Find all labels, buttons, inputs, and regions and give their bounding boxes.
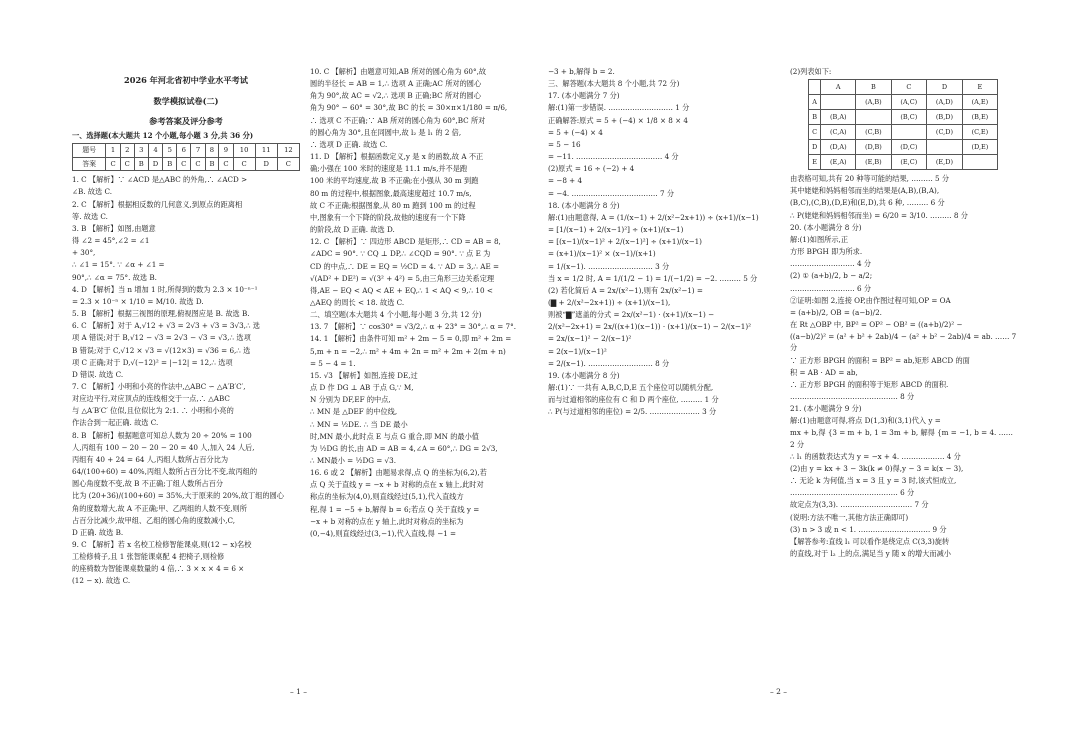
text-line: 积 = AB · AD = ab, — [790, 367, 858, 377]
text-line: ∴ MN 是 △DEF 的中位线, — [310, 407, 398, 417]
text-line: 解:(1)由题意可得,将点 D(1,3)和(3,1)代入 y = — [790, 416, 941, 426]
text-line: ∴ 选项 D 正确. 故选 C. — [310, 139, 388, 149]
table-row — [809, 110, 998, 125]
text-line: 角为 90°,故 AC = √2,∴ 选项 B 正确;BC 所对的圆心 — [310, 91, 481, 101]
answer-cell: 7 — [191, 144, 205, 158]
answer-cell: 8 — [205, 144, 219, 158]
answer-cell: B — [163, 157, 177, 171]
column-4 — [790, 66, 1018, 560]
table-cell: A — [809, 95, 821, 110]
text-line: 12. C 【解析】∵ 四边形 ABCD 是矩形,∴ CD = AB = 8, — [310, 237, 501, 247]
text-line: 点 Q 关于直线 y = −x + b 对称的点在 x 轴上,此时对 — [310, 480, 484, 490]
text-line: ((a−b)/2)² = (a² + b² + 2ab)/4 − (a² + b² − 2ab)/4 = ab. …… 7 分 — [790, 332, 1017, 353]
text-line: 则被“▇”遮盖的分式 = 2x/(x²−1) · (x+1)/(x−1) − — [548, 310, 715, 320]
text-line: ②证明:如图 2,连接 OP,由作图过程可知,OP = OA — [790, 295, 951, 305]
text-line: 在 Rt △OBP 中, BP² = OP² − OB² = ((a+b)/2)² − — [790, 320, 963, 330]
answer-cell: 题号 — [73, 144, 106, 158]
table-cell: (A,B) — [856, 95, 891, 110]
text-line: 对应边平行,对应顶点的连线相交于一点,∴ △ABC — [72, 394, 230, 404]
text-line: 2. C 【解析】根据相反数的几何意义,到原点的距离相 — [72, 199, 243, 209]
text-line: (0,−4),则直线经过(3,−1),代入直线,得 −1 = — [310, 528, 457, 538]
text-line: 的圆心角为 30°,且在同圆中,故 l₂ 是 l₁ 的 2 倍, — [310, 127, 462, 137]
text-line: (2)由 y = kx + 3 − 3k(k ≠ 0)得,y − 3 = k(x − 3), — [790, 463, 964, 473]
text-line: ∴ MN最小 = ½DG = √3. — [310, 456, 396, 465]
answer-cell: 3 — [134, 144, 148, 158]
text-line: 故 C 不正确;根据图象,从 80 m 跑到 100 m 的过程 — [310, 200, 476, 210]
text-line: 为 ½DG 的长,由 AD = AB = 4,∠A = 60°,∴ DG = 2√3, — [310, 443, 498, 453]
text-line: 17. (本小题满分 7 分) — [548, 91, 620, 101]
answer-cell: 9 — [219, 144, 233, 158]
text-line: 的直线,对于 l₂ 上的点,满足当 y 随 x 的增大而减小 — [790, 549, 951, 558]
answer-cell: 1 — [106, 144, 120, 158]
column-4-body — [790, 173, 1018, 559]
answer-cell: 6 — [177, 144, 191, 158]
text-line: ∴ l₁ 的函数表达式为 y = −x + 4. ……………… 4 分 — [790, 451, 961, 461]
text-line: D 正确. 故选 B. — [72, 527, 124, 537]
table-cell: (A,D) — [927, 95, 963, 110]
text-line: 11. D 【解析】根据函数定义,y 是 x 的函数,故 A 不正 — [310, 152, 484, 162]
text-line: (B,C),(C,B),(D,E)和(E,D),共 6 种, ……… 6 分 — [790, 198, 945, 208]
table-cell: (C,E) — [962, 125, 997, 140]
table-cell: (C,A) — [821, 125, 856, 140]
answer-cell: 5 — [163, 144, 177, 158]
page-number-2: – 2 – — [770, 687, 788, 696]
answer-cell: C — [191, 157, 205, 171]
table-cell: (B,D) — [927, 110, 963, 125]
text-line: ∴ 无论 k 为何值,当 x = 3 且 y = 3 时,该式恒成立, — [790, 476, 957, 486]
answer-table-row-numbers — [73, 144, 300, 158]
table-cell — [891, 125, 927, 140]
answer-cell: B — [205, 157, 219, 171]
table-cell: E — [962, 80, 997, 95]
table-cell: (D,C) — [891, 140, 927, 155]
text-line: = 5 + (−4) × 4 — [548, 127, 603, 137]
text-line: 当 x = 1/2 时, A = 1/(1/2 − 1) = 1/(−1/2) = −2. ……… 5 分 — [548, 273, 758, 283]
answer-table-row-answers — [73, 157, 300, 171]
text-line: ∴ P(与过道相邻的座位) = 2/5. ………………… 3 分 — [548, 407, 717, 417]
answer-cell: 答案 — [73, 157, 106, 171]
table-cell — [856, 110, 891, 125]
text-line: 解:(1)∵ 一共有 A,B,C,D,E 五个座位可以随机分配, — [548, 383, 714, 393]
text-line: 20. (本小题满分 8 分) — [790, 222, 862, 232]
text-line: 故定点为(3,3). ………………………… 7 分 — [790, 500, 929, 510]
text-line: 4. D 【解析】当 n 增加 1 时,所得到的数为 2.3 × 10⁻ⁿ⁻¹ — [72, 284, 258, 294]
table-cell: (E,C) — [891, 155, 927, 170]
text-line: 10. C 【解析】由题意可知,AB 所对的圆心角为 60°,故 — [310, 67, 487, 76]
table-cell: C — [891, 80, 927, 95]
text-line: 1. C 【解析】∵ ∠ACD 是△ABC 的外角,∴ ∠ACD > — [72, 175, 248, 185]
text-line: = [(x−1)/(x−1)² + 2/(x−1)²] ÷ (x+1)/(x−1) — [548, 237, 702, 247]
table-cell: (D,B) — [856, 140, 891, 155]
text-line: ∴ 正方形 BPGH 的面积等于矩形 ABCD 的面积. — [790, 379, 949, 389]
text-line: (2)原式 = 16 ÷ (−2) + 4 — [548, 164, 635, 174]
text-line: 解:(1)由题意得, A = (1/(x−1) + 2/(x²−2x+1)) ÷ (x+1)/(x−1) — [548, 212, 759, 222]
text-line: 5,m + n = −2,∴ m² + 4m + 2n = m² + 2m + 2(m + n) — [310, 346, 506, 356]
text-line: = −4. ……………………………… 7 分 — [548, 188, 675, 198]
text-line: 正确解答:原式 = 5 + (−4) × 1/8 × 8 × 4 — [548, 115, 688, 125]
table-cell: D — [927, 80, 963, 95]
text-line: 100 米的平均速度,故 B 不正确;在小强从 30 m 到跑 — [310, 176, 479, 186]
table-cell: (C,B) — [856, 125, 891, 140]
text-line: ……………………………………… 8 分 — [790, 391, 915, 401]
answer-cell: 10 — [233, 144, 255, 158]
text-line: (3) n > 3 或 n < 1. ………………………… 9 分 — [790, 524, 947, 534]
text-line: 19. (本小题满分 8 分) — [548, 370, 620, 380]
table-cell: E — [809, 155, 821, 170]
text-line: 确;小强在 100 米时的速度是 11.1 m/s,并不是跑 — [310, 164, 468, 174]
text-line: −3 + b,解得 b = 2. — [548, 67, 615, 76]
text-line: 15. √3 【解析】如图,连接 DE,过 — [310, 370, 418, 380]
table-cell: C — [809, 125, 821, 140]
text-line: = −8 + 4 — [548, 176, 583, 186]
text-line: √(AD² + DE²) = √(3² + 4²) = 5,由三角形三边关系定理 — [310, 273, 495, 283]
column-3 — [548, 66, 776, 419]
text-line: ∵ 正方形 BPGH 的面积 = BP² = ab,矩形 ABCD 的面 — [790, 355, 970, 365]
text-line: 5. B 【解析】根据三视图的原理,俯视图应是 B. 故选 B. — [72, 309, 250, 319]
text-line: 得 ∠2 = 45°,∠2 = ∠1 — [72, 236, 150, 246]
table-cell — [962, 155, 997, 170]
table-cell: (D,A) — [821, 140, 856, 155]
text-line: 与 △A′B′C′ 位似,且位似比为 2:1. ∴ 小明和小亮的 — [72, 406, 234, 416]
text-line: 占百分比减少,故甲组、乙组的圆心角的度数减小,C, — [72, 515, 236, 525]
answer-cell: C — [219, 157, 233, 171]
answer-cell: D — [255, 157, 277, 171]
answer-cell: C — [120, 157, 134, 171]
text-line: = 2.3 × 10⁻ⁿ × 1/10 = M/10. 故选 D. — [72, 296, 204, 306]
page-number-1: – 1 – — [290, 687, 308, 696]
table-cell: D — [809, 140, 821, 155]
text-line: = (a+b)/2, OB = (a−b)/2. — [790, 307, 882, 317]
text-line: (2) ① (a+b)/2, b − a/2; — [790, 271, 873, 281]
text-line: ……………………… 4 分 — [790, 259, 872, 269]
column-1 — [72, 66, 300, 588]
table-cell: (B,C) — [891, 110, 927, 125]
table-cell: (B,E) — [962, 110, 997, 125]
table-row — [809, 125, 998, 140]
text-line: ……………………… 6 分 — [790, 283, 872, 293]
text-line: CD 的中点,∴ DE = EQ = ½CD = 4. ∵ AD = 3,∴ AE = — [310, 261, 500, 271]
text-line: B 错误;对于 C,√12 × √3 = √(12×3) = √36 = 6,∴ 选 — [72, 345, 251, 355]
text-line: 时,MN 最小,此时点 E 与点 G 重合,即 MN 的最小值 — [310, 431, 479, 441]
text-line: (2) 若化简后 A = 2x/(x²−1),则有 2x/(x²−1) = — [548, 285, 703, 295]
text-line: 解:(1)第一步错误. ……………………… 1 分 — [548, 103, 690, 113]
answer-cell: C — [177, 157, 191, 171]
answer-cell: 12 — [277, 144, 299, 158]
text-line: 人,丙组有 100 − 20 − 20 − 20 = 40 人,加入 24 人后, — [72, 442, 255, 452]
answer-cell: C — [277, 157, 299, 171]
text-line: △AEQ 的周长 < 18. 故选 C. — [310, 297, 405, 307]
text-line: (说明:方法不唯一,其他方法正确即可) — [790, 512, 909, 522]
text-line: = 2x/(x−1)² − 2/(x−1)² — [548, 334, 632, 344]
text-line: −x + b 对称的点在 y 轴上,此时对称点的坐标为 — [310, 516, 464, 526]
text-line: D 错误. 故选 C. — [72, 369, 124, 379]
text-line: 7. C 【解析】小明和小亮的作法中,△ABC ∽ △A′B′C′, — [72, 381, 246, 391]
text-line: 称点的坐标为(4,0),则直线经过(5,1),代入直线方 — [310, 492, 464, 502]
text-line: = (x+1)/(x−1)² × (x−1)/(x+1) — [548, 249, 656, 259]
exam-title: 2026 年河北省初中学业水平考试 — [124, 75, 248, 85]
text-line: 其中姥姥和妈妈相邻而坐的结果是(A,B),(B,A), — [790, 186, 940, 196]
text-line: 圆心角度数不变,故 B 不正确;丁组人数所占百分 — [72, 479, 224, 489]
text-line: ∴ ∠1 = 15°. ∵ ∠α + ∠1 = — [72, 260, 165, 270]
text-line: = 1/(x−1). ……………………… 3 分 — [548, 261, 670, 271]
answer-table — [72, 143, 300, 171]
text-line: 64/(100+60) = 40%,丙组人数所占百分比不变,故丙组的 — [72, 467, 258, 477]
text-line: 程,得 1 = −5 + b,解得 b = 6;若点 Q 关于直线 y = — [310, 504, 480, 514]
answer-cell: C — [233, 157, 255, 171]
answer-title: 参考答案及评分参考 — [149, 116, 223, 127]
text-line: + 30°, — [72, 248, 96, 258]
text-line: 作法合到一起正确. 故选 C. — [72, 418, 159, 428]
answer-cell: D — [148, 157, 163, 171]
section-choice-title: 一、选择题(本大题共 12 个小题,每小题 3 分,共 36 分) — [72, 131, 254, 141]
table-cell: A — [821, 80, 856, 95]
text-line: 圆的半径长 = AB = 1,∴ 选项 A 正确;AC 所对的圆心 — [310, 79, 482, 89]
text-line: = [1/(x−1) + 2/(x−1)²] ÷ (x+1)/(x−1) — [548, 225, 684, 235]
answer-cell: C — [106, 157, 120, 171]
table-row — [809, 140, 998, 155]
text-line: 3. B 【解析】如图,由题意 — [72, 223, 156, 233]
table-row — [809, 95, 998, 110]
text-line: = −11. ……………………………… 4 分 — [548, 152, 679, 162]
table-cell: (E,A) — [821, 155, 856, 170]
table-cell: B — [856, 80, 891, 95]
text-line: 工检修椅子,且 1 张智能课桌配 4 把椅子,则检修 — [72, 552, 225, 562]
text-line: 角的度数增大,故 A 不正确;甲、乙两组的人数不变,则所 — [72, 503, 247, 513]
table-cell: B — [809, 110, 821, 125]
text-line: (▇ + 2/(x²−2x+1)) ÷ (x+1)/(x−1), — [548, 297, 671, 307]
text-line: 等. 故选 C. — [72, 211, 108, 221]
text-line: 丙组有 40 + 24 = 64 人,丙组人数所占百分比为 — [72, 454, 229, 464]
table-cell: (D,E) — [962, 140, 997, 155]
text-line: ∠ADC = 90°. ∵ CQ ⊥ DP,∴ ∠CQD = 90°. ∵ 点 E 为 — [310, 249, 491, 259]
table-header-row — [809, 80, 998, 95]
answer-cell: 11 — [255, 144, 277, 158]
text-line: 点 D 作 DG ⊥ AB 于点 G,∵ M, — [310, 383, 414, 393]
text-line: 90°,∴ ∠α = 75°. 故选 B. — [72, 272, 157, 282]
table-cell: (B,A) — [821, 110, 856, 125]
answer-cell: 4 — [148, 144, 163, 158]
text-line: 三、解答题(本大题共 8 个小题,共 72 分) — [548, 79, 680, 89]
table-cell: (A,C) — [891, 95, 927, 110]
table-cell — [821, 95, 856, 110]
text-line: = 2/(x−1). ……………………… 8 分 — [548, 358, 670, 368]
text-line: 6. C 【解析】对于 A,√12 + √3 = 2√3 + √3 = 3√3,∴ 选 — [72, 321, 260, 331]
exam-subtitle: 数学模拟试卷(二) — [153, 95, 219, 106]
text-line: 80 m 的过程中,根据图象,最高速度超过 10.7 m/s, — [310, 188, 472, 198]
table-cell: (C,D) — [927, 125, 963, 140]
text-line: 中,图象有一个下降的阶段,故他的速度有一个下降 — [310, 212, 466, 222]
table-cell: (E,B) — [856, 155, 891, 170]
text-line: 项 C 正确;对于 D,√(−12)² = |−12| = 12,∴ 选项 — [72, 357, 233, 367]
text-line: 方形 BPGH 即为所求. — [790, 247, 863, 257]
text-line: = 5 − 4 = 1. — [310, 358, 356, 368]
text-line: 项 A 错误;对于 B,√12 − √3 = 2√3 − √3 = √3,∴ 选项 — [72, 333, 251, 343]
column-2-body — [310, 66, 538, 539]
table-cell: (E,D) — [927, 155, 963, 170]
table-cell — [927, 140, 963, 155]
text-line: 8. B 【解析】根据题意可知总人数为 20 ÷ 20% = 100 — [72, 430, 252, 440]
text-line: 由表格可知,共有 20 种等可能的结果, ……… 5 分 — [790, 174, 950, 184]
table-cell: (A,E) — [962, 95, 997, 110]
text-line: ∴ MN = ½DE. ∴ 当 DE 最小 — [310, 419, 408, 429]
table-cell — [809, 80, 821, 95]
text-line: 18. (本小题满分 8 分) — [548, 200, 620, 210]
text-line: 【解答参考:直线 l₁ 可以看作是绕定点 C(3,3)旋转 — [790, 536, 950, 546]
text-line: ……………………………………… 6 分 — [790, 488, 915, 498]
text-line: N 分别为 DF,EF 的中点, — [310, 395, 391, 405]
answer-cell: B — [134, 157, 148, 171]
text-line: 而与过道相邻的座位有 C 和 D 两个座位, ……… 1 分 — [548, 395, 719, 405]
column-3-body — [548, 66, 776, 418]
text-line: 二、填空题(本大题共 4 个小题,每小题 3 分,共 12 分) — [310, 310, 482, 320]
text-line: (12 − x). 故选 C. — [72, 576, 131, 586]
text-line: 2/(x²−2x+1) = 2x/((x+1)(x−1)) · (x+1)/(x−1) − 2/(x−1)² — [548, 322, 752, 332]
text-line: = 2(x−1)/(x−1)² — [548, 346, 607, 356]
text-line: 14. 1 【解析】由条件可知 m² + 2m − 5 = 0,即 m² + 2m = — [310, 334, 512, 344]
answer-cell: 2 — [120, 144, 134, 158]
text-line: 角为 90° − 60° = 30°,故 BC 的长 = 30×π×1/180 = π/6, — [310, 103, 508, 113]
list-intro: (2)列表如下: — [790, 67, 832, 76]
seat-pair-table — [808, 79, 998, 170]
text-line: mx + b,得 {3 = m + b, 1 = 3m + b, 解得 {m = −1, b = 4. …… 2 分 — [790, 428, 1013, 449]
text-line: 9. C 【解析】若 x 名校工检修智能课桌,则(12 − x)名校 — [72, 540, 252, 550]
text-line: = 5 − 16 — [548, 139, 581, 149]
text-line: 比为 (20+36)/(100+60) = 35%,大于原来的 20%,故丁组的圆心 — [72, 491, 284, 501]
text-line: 16. 6 或 2 【解析】由题易求得,点 Q 的坐标为(6,2),若 — [310, 468, 487, 478]
text-line: ∠B. 故选 C. — [72, 187, 113, 197]
text-line: 21. (本小题满分 9 分) — [790, 404, 862, 414]
text-line: 得,AE − EQ < AQ < AE + EQ,∴ 1 < AQ < 9,∴ 10 < — [310, 285, 493, 295]
text-line: 解:(1)如图所示,正 — [790, 234, 849, 244]
column-1-body — [72, 174, 300, 586]
text-line: ∴ P(姥姥和妈妈相邻而坐) = 6/20 = 3/10. ……… 8 分 — [790, 210, 968, 220]
text-line: 13. 7 【解析】∵ cos30° = √3/2,∴ α + 23° = 30°,∴ α = 7°. — [310, 322, 517, 332]
column-2 — [310, 66, 538, 540]
text-line: 的阶段,故 D 正确. 故选 D. — [310, 225, 395, 235]
table-row — [809, 155, 998, 170]
text-line: 的座椅数为智能课桌数量的 4 倍,∴ 3 × x × 4 = 6 × — [72, 564, 245, 574]
text-line: ∴ 选项 C 不正确;∵ AB 所对的圆心角为 60°,BC 所对 — [310, 115, 486, 125]
